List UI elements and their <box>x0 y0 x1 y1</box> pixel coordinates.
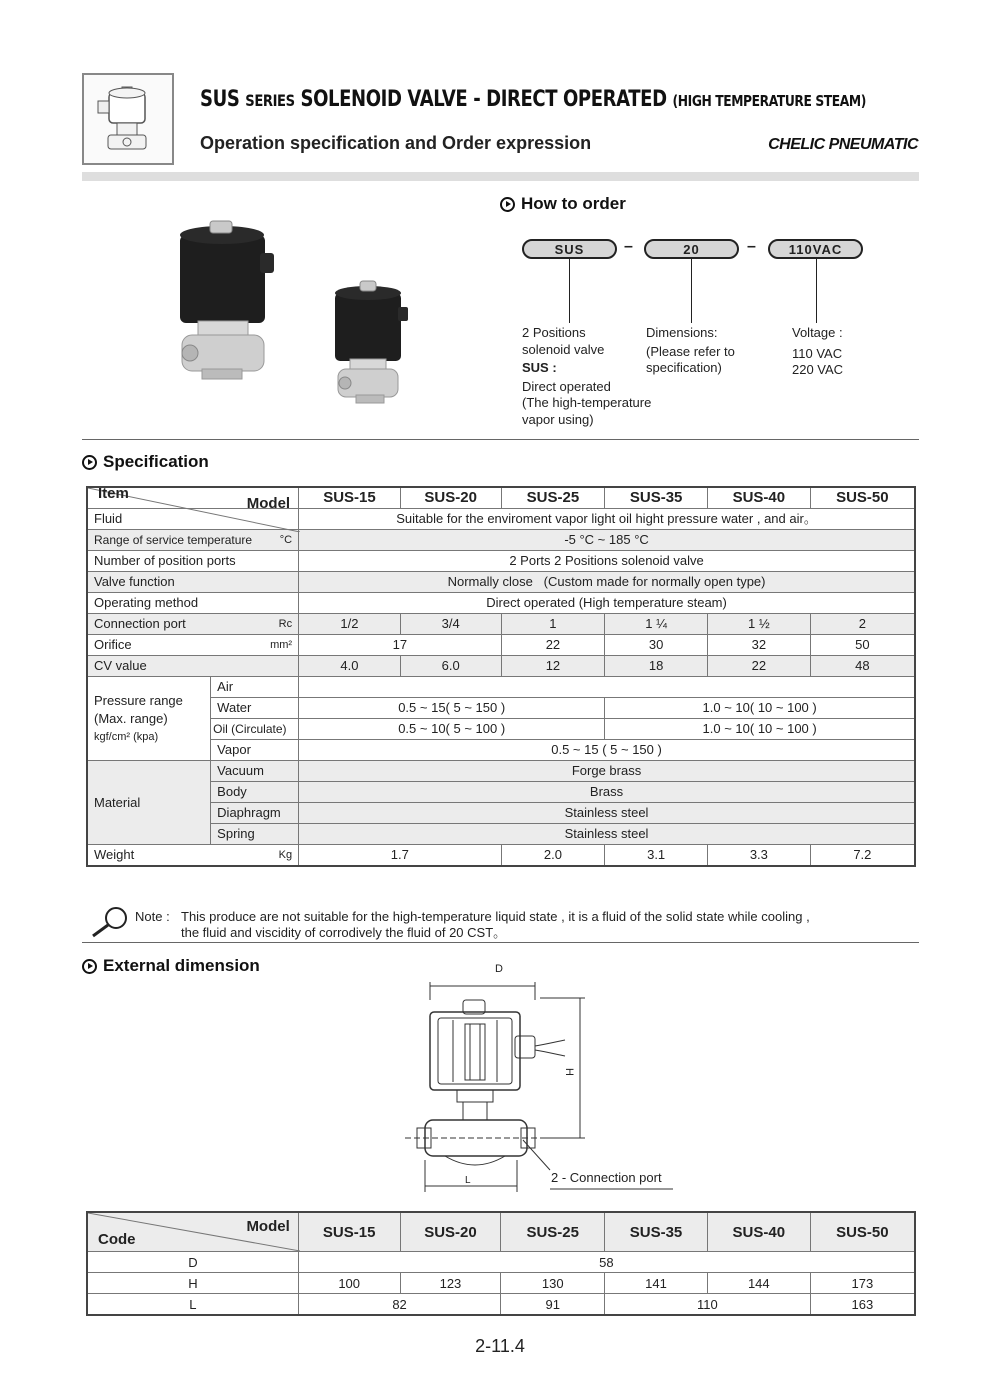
weight-value: 3.3 <box>708 845 811 867</box>
table-row <box>87 782 915 803</box>
method-label: Operating method <box>87 593 299 614</box>
external-dimension-label: External dimension <box>103 956 260 975</box>
dim-code-d: D <box>87 1252 298 1273</box>
orifice-value: 32 <box>708 635 811 656</box>
oil-value: 1.0 ~ 10( 10 ~ 100 ) <box>605 719 915 740</box>
cv-value: 48 <box>810 656 915 677</box>
model-header: SUS-50 <box>810 1212 915 1252</box>
connection-value: 1 ½ <box>708 614 811 635</box>
connection-label: Connection port Rc <box>87 614 299 635</box>
leader-line <box>569 259 570 323</box>
model-header: SUS-15 <box>299 487 401 509</box>
model-header: SUS-20 <box>400 1212 501 1252</box>
temperature-label: Range of service temperature °C <box>87 530 299 551</box>
table-row <box>87 635 915 656</box>
note-text: Note : This produce are not suitable for the high-temperature liquid state , it is a fluid of the solid state while cooling , the fluid and viscidity of corrodively the fluid of 20 CST。 <box>135 909 810 940</box>
dim-corner-cell <box>87 1212 298 1252</box>
leader-line <box>691 259 692 323</box>
connection-value: 1 ¼ <box>605 614 708 635</box>
page-number: 2-11.4 <box>475 1336 525 1356</box>
dim-value-l: 110 <box>605 1294 811 1316</box>
how-to-order-heading <box>500 194 626 214</box>
table-row <box>87 677 915 698</box>
title-series-word: SERIES <box>245 91 295 110</box>
vacuum-value: Forge brass <box>299 761 915 782</box>
play-circle-icon <box>82 959 97 974</box>
corner-code-label: Code <box>98 1231 136 1248</box>
corner-item-label: Item <box>98 485 129 502</box>
dim-value-l: 163 <box>810 1294 915 1316</box>
fluid-value: Suitable for the enviroment vapor light oil hight pressure water , and air。 <box>299 509 915 530</box>
weight-label: Weight Kg <box>87 845 299 867</box>
cv-value: 22 <box>708 656 811 677</box>
weight-value: 1.7 <box>299 845 501 867</box>
how-to-order-label: How to order <box>521 194 626 213</box>
fluid-label: Fluid <box>87 509 299 530</box>
diaphragm-value: Stainless steel <box>299 803 915 824</box>
spec-header-row <box>87 487 915 509</box>
model-header: SUS-50 <box>810 487 915 509</box>
order-dimension-description: Dimensions: (Please refer to specification) <box>646 325 735 375</box>
large-valve-image <box>180 221 274 379</box>
header-divider <box>82 172 919 181</box>
model-header: SUS-25 <box>501 1212 605 1252</box>
section-divider <box>82 942 919 943</box>
table-row <box>87 593 915 614</box>
spec-corner-cell <box>87 485 299 512</box>
dim-value-h: 130 <box>501 1273 605 1294</box>
water-label: Water <box>211 698 299 719</box>
valve-thumbnail-image <box>84 75 172 163</box>
page-title <box>200 87 866 112</box>
dim-value-d: 58 <box>298 1252 915 1273</box>
corner-model-label: Model <box>246 1218 290 1235</box>
table-row <box>87 698 915 719</box>
diaphragm-label: Diaphragm <box>211 803 299 824</box>
dim-code-l: L <box>87 1294 298 1316</box>
product-thumbnail <box>82 73 174 165</box>
external-dimension-heading <box>82 956 260 976</box>
temperature-value: -5 °C ~ 185 °C <box>299 530 915 551</box>
function-label: Valve function <box>87 572 299 593</box>
dim-code-h: H <box>87 1273 298 1294</box>
table-row <box>87 656 915 677</box>
model-header: SUS-40 <box>708 487 811 509</box>
dim-value-h: 144 <box>707 1273 810 1294</box>
weight-value: 2.0 <box>501 845 605 867</box>
specification-heading <box>82 452 209 472</box>
body-label: Body <box>211 782 299 803</box>
order-dash: – <box>624 238 633 255</box>
order-code-series: SUS <box>522 239 617 259</box>
order-code-voltage: 110VAC <box>768 239 863 259</box>
specification-table <box>86 486 916 867</box>
model-header: SUS-25 <box>501 487 605 509</box>
model-header: SUS-15 <box>298 1212 400 1252</box>
model-header: SUS-35 <box>605 487 708 509</box>
spring-label: Spring <box>211 824 299 845</box>
air-label: Air <box>211 677 299 698</box>
table-row <box>87 845 915 867</box>
table-row <box>87 740 915 761</box>
pressure-label: Pressure range (Max. range) kgf/cm² (kpa) <box>87 677 211 761</box>
cv-value: 18 <box>605 656 708 677</box>
water-value: 0.5 ~ 15( 5 ~ 150 ) <box>299 698 605 719</box>
dimension-table <box>86 1211 916 1316</box>
order-dash: – <box>747 238 756 255</box>
table-row <box>87 551 915 572</box>
air-value <box>299 677 915 698</box>
table-row <box>87 803 915 824</box>
vapor-label: Vapor <box>211 740 299 761</box>
orifice-value: 22 <box>501 635 605 656</box>
cv-value: 12 <box>501 656 605 677</box>
table-row <box>87 719 915 740</box>
small-valve-image <box>335 281 408 403</box>
connection-port-label: 2 - Connection port <box>551 1170 662 1185</box>
cv-value: 4.0 <box>299 656 401 677</box>
orifice-value: 50 <box>810 635 915 656</box>
connection-value: 1/2 <box>299 614 401 635</box>
play-circle-icon <box>82 455 97 470</box>
connection-value: 1 <box>501 614 605 635</box>
material-label: Material <box>87 761 211 845</box>
specification-label: Specification <box>103 452 209 471</box>
table-row <box>87 530 915 551</box>
table-row <box>87 1294 915 1316</box>
dim-value-h: 100 <box>298 1273 400 1294</box>
table-row <box>87 1252 915 1273</box>
brand-name: CHELIC PNEUMATIC <box>768 136 918 153</box>
ports-value: 2 Ports 2 Positions solenoid valve <box>299 551 915 572</box>
order-code-dimension: 20 <box>644 239 739 259</box>
dim-label-l: L <box>465 1175 471 1186</box>
vapor-value: 0.5 ~ 15 ( 5 ~ 150 ) <box>299 740 915 761</box>
model-header: SUS-20 <box>400 487 501 509</box>
dimension-drawing <box>405 960 695 1195</box>
weight-value: 7.2 <box>810 845 915 867</box>
product-photo <box>170 215 450 415</box>
dim-label-h: H <box>562 1068 575 1076</box>
dim-header-row <box>87 1212 915 1252</box>
model-header: SUS-35 <box>605 1212 708 1252</box>
dim-value-l: 82 <box>298 1294 501 1316</box>
magnifier-icon <box>88 905 134 939</box>
method-value: Direct operated (High temperature steam) <box>299 593 915 614</box>
order-series-description: 2 Positions solenoid valve SUS : Direct operated (The high-temperature vapor using) <box>522 325 652 427</box>
body-value: Brass <box>299 782 915 803</box>
cv-label: CV value <box>87 656 299 677</box>
model-header: SUS-40 <box>707 1212 810 1252</box>
orifice-label: Orifice mm² <box>87 635 299 656</box>
dim-value-l: 91 <box>501 1294 605 1316</box>
leader-line <box>816 259 817 323</box>
vacuum-label: Vacuum <box>211 761 299 782</box>
table-row <box>87 1273 915 1294</box>
function-value: Normally close (Custom made for normally open type) <box>299 572 915 593</box>
dim-value-h: 123 <box>400 1273 501 1294</box>
table-row <box>87 614 915 635</box>
dim-value-h: 173 <box>810 1273 915 1294</box>
oil-value: 0.5 ~ 10( 5 ~ 100 ) <box>299 719 605 740</box>
weight-value: 3.1 <box>605 845 708 867</box>
table-row <box>87 572 915 593</box>
page-subtitle: Operation specification and Order expression <box>200 133 592 153</box>
cv-value: 6.0 <box>400 656 501 677</box>
corner-model-label: Model <box>246 495 291 512</box>
table-row <box>87 824 915 845</box>
spring-value: Stainless steel <box>299 824 915 845</box>
table-row <box>87 761 915 782</box>
orifice-value: 30 <box>605 635 708 656</box>
title-series: SUS <box>200 87 240 112</box>
dim-label-d: D <box>495 963 503 975</box>
title-paren: (HIGH TEMPERATURE STEAM) <box>672 92 866 110</box>
order-voltage-description: Voltage : 110 VAC 220 VAC <box>792 325 844 377</box>
connection-value: 3/4 <box>400 614 501 635</box>
connection-value: 2 <box>810 614 915 635</box>
oil-label: Oil (Circulate) <box>211 719 299 740</box>
ports-label: Number of position ports <box>87 551 299 572</box>
water-value: 1.0 ~ 10( 10 ~ 100 ) <box>605 698 915 719</box>
section-divider <box>82 439 919 440</box>
play-circle-icon <box>500 197 515 212</box>
dim-value-h: 141 <box>605 1273 708 1294</box>
orifice-value: 17 <box>299 635 501 656</box>
title-main: SOLENOID VALVE - DIRECT OPERATED <box>300 87 667 112</box>
